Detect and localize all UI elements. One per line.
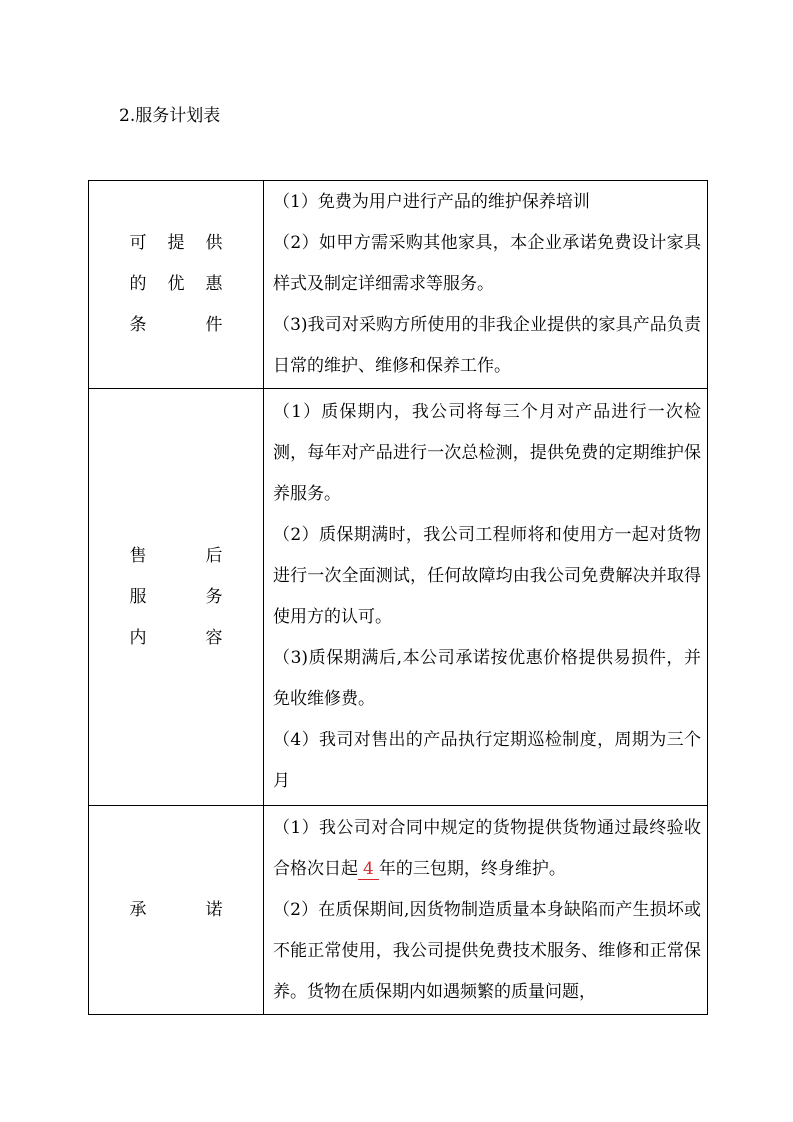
label-char: 件 [205, 315, 223, 335]
label-line [130, 577, 223, 618]
table-row-offers [89, 181, 708, 389]
label-line [130, 305, 223, 346]
label-char: 的 [129, 274, 147, 294]
label-char: 容 [205, 627, 223, 648]
label-cell [89, 181, 264, 389]
label-cell [89, 389, 264, 806]
label-char: 诺 [205, 899, 223, 920]
content-item: （2）质保期满时，我公司工程师将和使用方一起对货物进行一次全面测试，任何故障均由我公司免费解决并取得使用方的认可。 [273, 525, 701, 627]
content-item: （2）如甲方需采购其他家具，本企业承诺免费设计家具样式及制定详细需求等服务。 [273, 233, 701, 294]
content-item: （2）在质保期间,因货物制造质量本身缺陷而产生损坏或不能正常使用，我公司提供免费技术服务、维修和正常保养。货物在质保期内如遇频繁的质量问题， [273, 899, 701, 1002]
label-char: 内 [129, 627, 147, 648]
label-char: 承 [129, 899, 147, 920]
content-text: （1）我公司对合同中规定的货物提供货物通过最终验收合格次日起 [273, 817, 701, 879]
label-line [130, 890, 223, 931]
label-char: 优 [167, 274, 185, 294]
service-plan-table [88, 180, 708, 1015]
table-row-commitment [89, 806, 708, 1015]
content-item: （1）质保期内，我公司将每三个月对产品进行一次检测，每年对产品进行一次总检测，提供免费的定期维护保养服务。 [273, 402, 701, 504]
label-line [130, 618, 223, 659]
content-item: （1）免费为用户进行产品的维护保养培训 [273, 192, 590, 212]
label-char: 供 [205, 233, 223, 253]
content-item: （4）我司对售出的产品执行定期巡检制度，周期为三个月 [273, 730, 701, 791]
label-char: 可 [129, 233, 147, 253]
label-char: 务 [205, 586, 223, 607]
label-char: 服 [129, 586, 147, 607]
label-line [130, 223, 223, 264]
warranty-years-value: 4 [358, 859, 379, 880]
label-char: 惠 [205, 274, 223, 294]
label-char: 售 [129, 545, 147, 566]
label-line [130, 536, 223, 577]
content-cell [264, 389, 708, 806]
content-item: （3)质保期满后,本公司承诺按优惠价格提供易损件，并免收维修费。 [273, 648, 701, 709]
page-heading: 2.服务计划表 [119, 106, 221, 126]
label-cell [89, 806, 264, 1015]
content-cell [264, 181, 708, 389]
label-line [130, 264, 223, 305]
label-char: 提 [167, 233, 185, 253]
content-cell [264, 806, 708, 1015]
label-char: 条 [129, 315, 147, 335]
content-item [273, 808, 701, 890]
label-char: 后 [205, 545, 223, 566]
table-row-after-sales [89, 389, 708, 806]
content-text: 年的三包期，终身维护。 [378, 858, 566, 879]
content-item: （3)我司对采购方所使用的非我企业提供的家具产品负责日常的维护、维修和保养工作。 [273, 315, 701, 376]
